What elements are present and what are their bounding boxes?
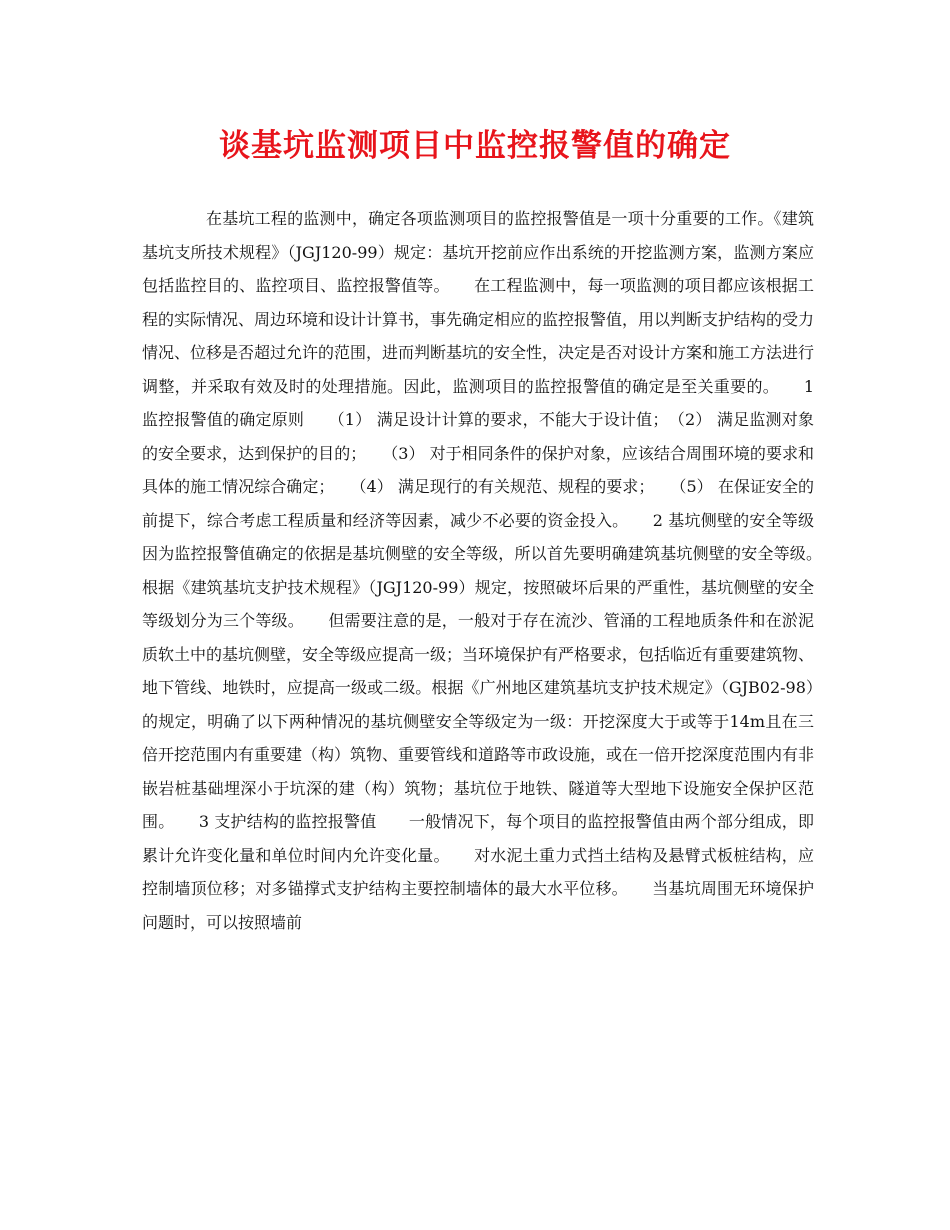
document-body-paragraph: 在基坑工程的监测中，确定各项监测项目的监控报警值是一项十分重要的工作。《建筑基坑支所技术规程》（JGJ120-99）规定：基坑开挖前应作出系统的开挖监测方案，监测方案应包括监控目的、监控项目、监控报警值等。 在工程监测中，每一项监测的项目都应该根据工程的实际情况、周边环境和设计计算书，事先确定相应的监控报警值，用以判断支护结构的受力情况、位移是否超过允许的范围，进而判断基坑的安全性，决定是否对设计方案和施工方法进行调整，并采取有效及时的处理措施。因此，监测项目的监控报警值的确定是至关重要的。 1 监控报警值的确定原则 （1） 满足设计计算的要求，不能大于设计值； （2） 满足监测对象的安全要求，达到保护的目的； （3） 对于相同条件的保护对象，应该结合周围环境的要求和具体的施工情况综合确定； （4） 满足现行的有关规范、规程的要求； （5） 在保证安全的前提下，综合考虑工程质量和经济等因素，减少不必要的资金投入。 2 基坑侧壁的安全等级 因为监控报警值确定的依据是基坑侧壁的安全等级，所以首先要明确建筑基坑侧壁的安全等级。 根据《建筑基坑支护技术规程》（JGJ120-99）规定，按照破坏后果的严重性，基坑侧壁的安全等级划分为三个等级。 但需要注意的是，一般对于存在流沙、管涌的工程地质条件和在淤泥质软土中的基坑侧壁，安全等级应提高一级；当环境保护有严格要求，包括临近有重要建筑物、地下管线、地铁时，应提高一级或二级。根据《广州地区建筑基坑支护技术规定》（GJB02-98）的规定，明确了以下两种情况的基坑侧壁安全等级定为一级：开挖深度大于或等于14m且在三倍开挖范围内有重要建（构）筑物、重要管线和道路等市政设施，或在一倍开挖深度范围内有非嵌岩桩基础埋深小于坑深的建（构）筑物；基坑位于地铁、隧道等大型地下设施安全保护区范围。 3 支护结构的监控报警值 一般情况下，每个项目的监控报警值由两个部分组成，即累计允许变化量和单位时间内允许变化量。 对水泥土重力式挡土结构及悬臂式板桩结构，应控制墙顶位移；对多锚撑式支护结构主要控制墙体的最大水平位移。 当基坑周围无环境保护问题时，可以按照墙前 xyxy=(142,209,847,932)
document-title: 谈基坑监测项目中监控报警值的确定 xyxy=(219,128,731,164)
